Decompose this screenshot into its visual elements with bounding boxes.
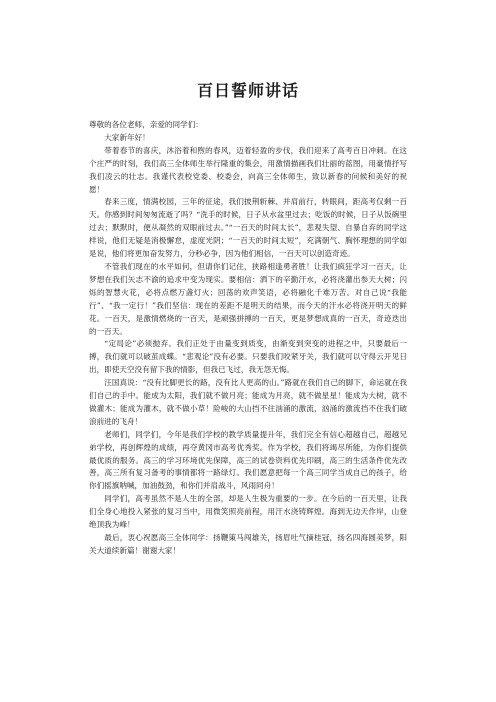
document-title: 百日誓师讲话	[196, 81, 299, 100]
paragraph: “定局论”必须抛弃。我们正处于由量变到质变，由渐变到突变的进程之中，只要最后一搏，我们就可以破茧成蝶。“悲观论”没有必要。只要我们咬紧牙关，我们就可以守得云开见日出，即使天空没有留下我的情影，但我已飞过，我无怨无悔。	[89, 339, 407, 375]
paragraph: 大家新年好！	[104, 132, 150, 142]
paragraph: 不管我们现在的水平如何，但请你们记住，狭路相逢勇者胜！让我们疯狂学习一百天，让梦想在我们矢志不渝的追求中变为现实。要相信：洒下的辛勤汗水，必将浇灌出参天大树；闪烁的智慧火花，必将点燃万盏灯火；回荡的欢声笑语，必将融化千难万苦。对自己说“我能行”、“我一定行！”我们坚信：现在的差距不是明天的结果，而今天的汗水必将浇开明天的鲜花。一百天，是激情燃烧的一百天，是顽强拼搏的一百天，更是梦想成真的一百天，奇迹迭出的一百天。	[89, 261, 407, 336]
paragraph: 带着春节的喜庆，沐浴着和煦的春风，迈着轻盈的步伐，我们迎来了高考百日冲刺。在这个庄严的时刻，我们高三全体师生举行隆重的集会，用激情描画我们壮丽的蓝图，用豪情抒写我们凌云的壮志。我谨代表校党委、校委会，向高三全体师生，致以新春的问候和美好的祝愿！	[89, 145, 407, 194]
paragraph: 春来三度，情满校园，三年的征途，我们披荆斩棘、并肩前行，转眼间，距高考仅剩一百天。你感到时间匆匆流逝了吗？“洗手的时候，日子从水盆里过去；吃饭的时候，日子从饭碗里过去；默默时，便从凝然的双眼前过去。”“一百天的时间太长”，悲观失望、自暴自弃的同学这样说，他们无疑是消极懈怠，虚度光阴；“一百天的时间太短”，充满朝气、胸怀理想的同学如是说，他们将更加奋发努力，分秒必争，因为他们相信，一百天可以创造奇迹。	[89, 197, 407, 259]
salutation: 尊敬的各位老师，亲爱的同学们：	[89, 120, 203, 129]
paragraph: 汪国真说：“没有比脚更长的路，没有比人更高的山。”路就在我们自己的脚下，命运就在我们自己的手中。能成为太阳，我们就不做月亮；能成为月亮，就不做星星！能成为大树，就不做灌木；能成为灌木，就不做小草！险峻的大山挡不住汹涌的激流，汹涌的激流挡不住我们破浪前进的飞舟！	[89, 378, 407, 426]
paragraph: 最后，衷心祝愿高三全体同学：扬鞭策马闯雄关，扬眉吐气摘桂冠，扬名四海圆美梦，阳关大道续新篇！谢谢大家！	[89, 533, 407, 555]
document-body	[89, 119, 407, 558]
paragraph: 同学们，高考虽然不是人生的全部，却是人生极为重要的一步。在今后的一百天里，让我们全身心地投入紧张的复习当中，用微笑照亮前程，用汗水浇铸辉煌。海到无边天作岸，山登绝顶我为峰！	[89, 494, 407, 530]
paragraph: 老师们，同学们，今年是我们学校的教学质量提升年，我们完全有信心超越自己，超越兄弟学校，再创辉煌的成绩，再夺黄冈市高考优秀奖。作为学校，我们将竭尽所能，为你们提供最优质的服务。高三的学习环境优先保障，高三的试卷资料优先印刷，高三的生活条件优先改善，高三所有复习备考的事情都将一路绿灯。我们愿意把每一个高三同学当成自己的孩子，给你们摇旗呐喊，加油鼓劲，和你们并肩战斗，风雨同舟！	[89, 429, 407, 491]
